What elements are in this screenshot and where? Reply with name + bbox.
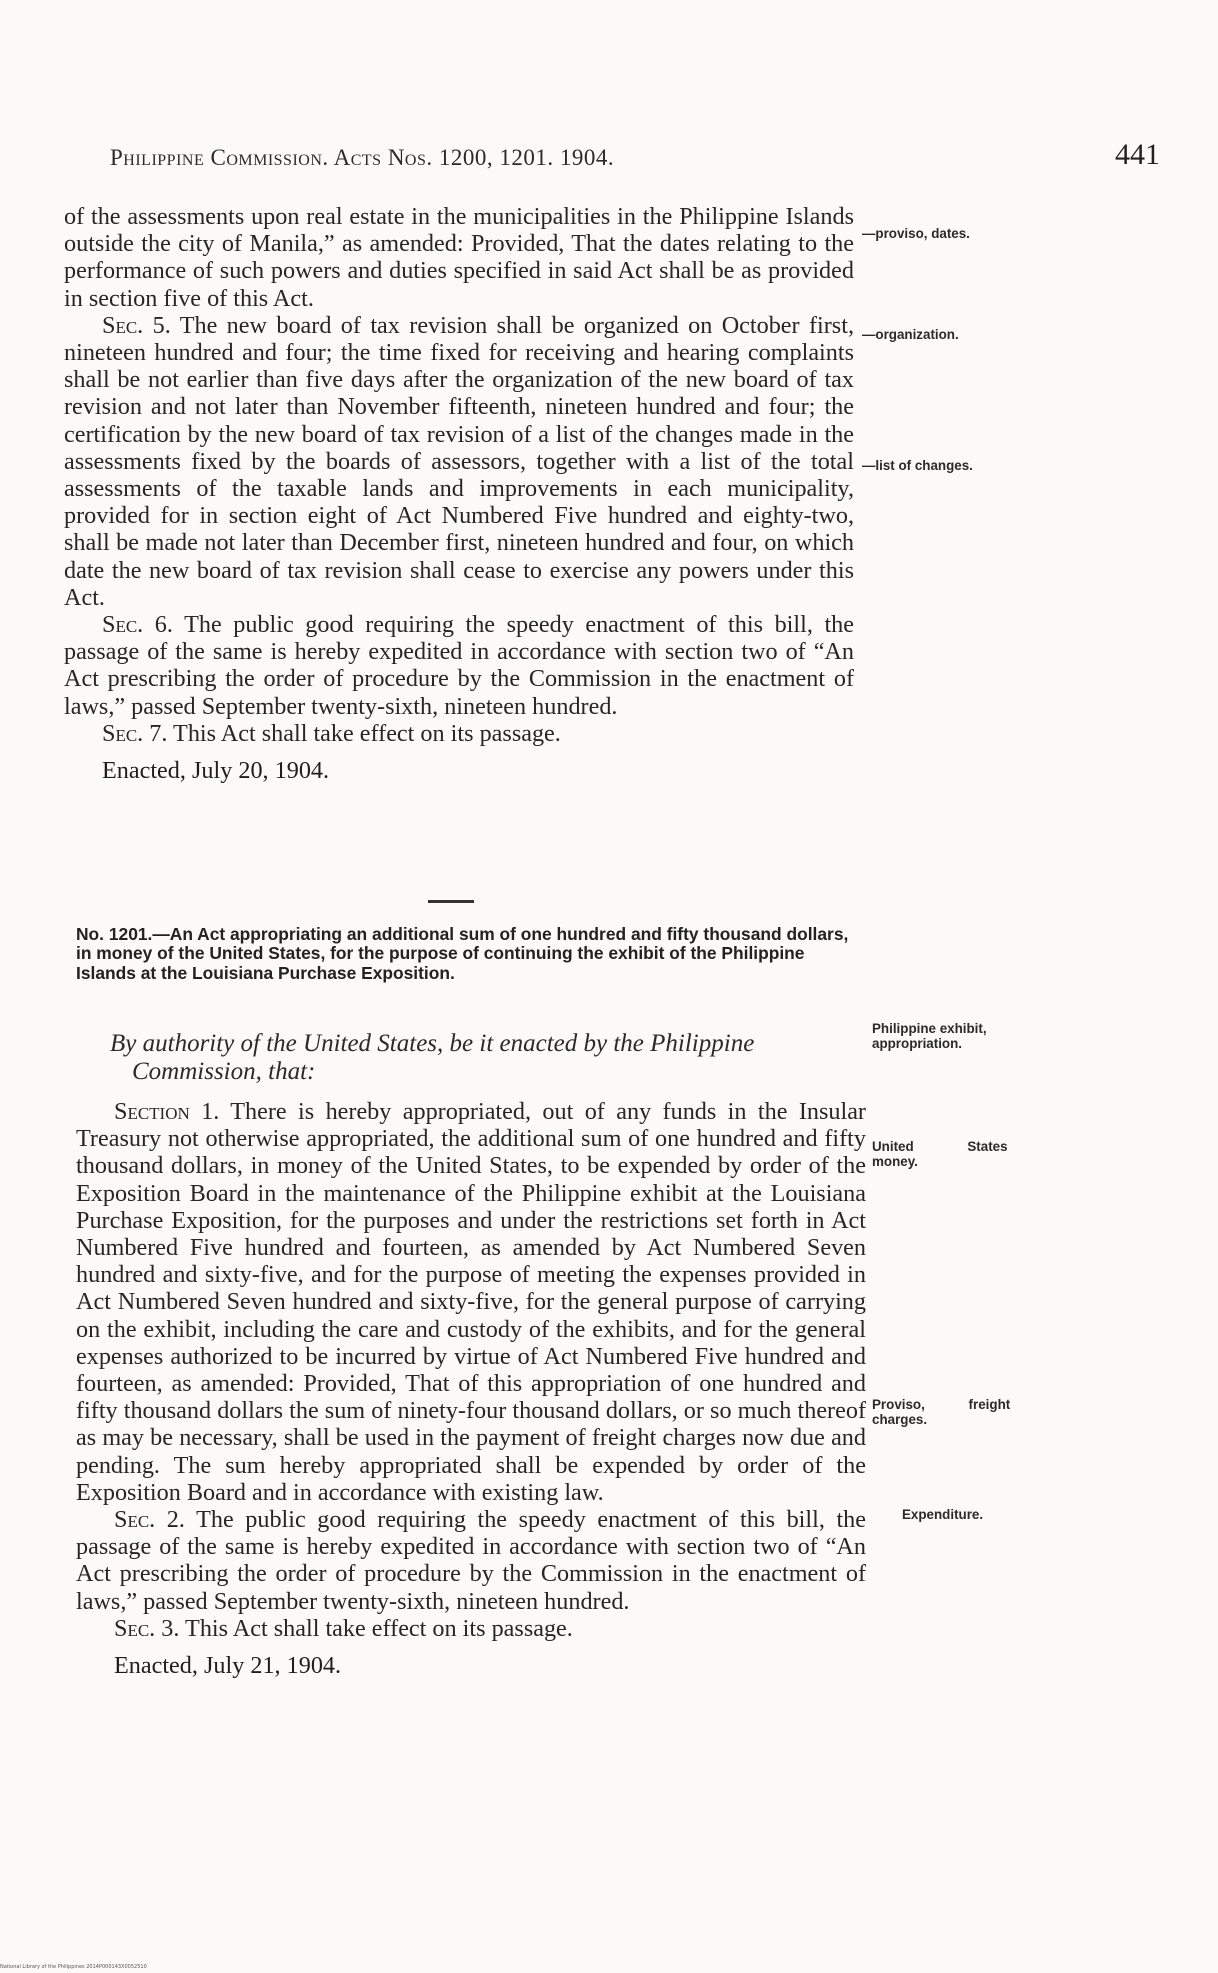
section-divider: [428, 900, 474, 903]
act-1200-section-7: [64, 720, 854, 747]
enacting-clause: [110, 1030, 870, 1086]
act-1200-continuation: of the assessments upon real estate in the municipalities in the Philippine Islands outside the city of Manila,” as amended: Provided, That the dates relating to the performance of such powers and duties specified in said Act shall be as provided in section five of this Act.: [64, 203, 854, 312]
section-label: Section 1.: [114, 1098, 220, 1125]
section-label: Sec. 2.: [114, 1506, 185, 1534]
margin-note-proviso-dates: —proviso, dates.: [862, 226, 970, 241]
margin-note-organization: —organization.: [862, 327, 959, 342]
section-text: There is hereby appropriated, out of any funds in the Insular Treasury not otherwise appropriated, the additional sum of one hundred and fifty thousand dollars, in money of the United States, to be expended by order of the Exposition Board in the maintenance of the Philippine exhibit at the Louisiana Purchase Exposition, for the purposes and under the restrictions set forth in Act Numbered Five hundred and fourteen, as amended by Act Numbered Seven hundred and sixty-five, and for the purpose of meeting the expenses provided in Act Numbered Seven hundred and sixty-five, for the general purpose of carrying on the exhibit, including the care and custody of the exhibits, and for the general expenses authorized to be incurred by virtue of Act Numbered Five hundred and fourteen, as amended: Provided, That of this appropriation of one hundred and fifty thousand dollars the sum of ninety-four thousand dollars, or so much thereof as may be necessary, shall be used in the payment of freight charges now due and pending. The sum hereby appropriated shall be expended by order of the Exposition Board and in accordance with existing law.: [76, 1098, 866, 1506]
section-label: Sec. 7.: [102, 719, 168, 747]
act-title-text: —An Act appropriating an additional sum of one hundred and fifty thousand dollars, in money of the United States, for the purpose of continuing the exhibit of the Philippine Islands at the Louisiana Purchase Exposition.: [76, 924, 849, 983]
margin-note-united-states-money: United States money.: [872, 1139, 1008, 1169]
enacting-line-1: By authority of the United States, be it enacted by the Philippine: [110, 1030, 755, 1057]
scan-footer: National Library of the Philippines 2014P000143X0052510: [0, 1964, 147, 1970]
section-label: Sec. 3.: [114, 1614, 180, 1642]
act-1200-body: [64, 203, 854, 785]
section-text: This Act shall take effect on its passage.: [185, 1614, 573, 1642]
page-number: 441: [1115, 138, 1160, 171]
section-text: The public good requiring the speedy enactment of this bill, the passage of the same is hereby expedited in accordance with section two of “An Act prescribing the order of procedure by the Commission in the enactment of laws,” passed September twenty-sixth, nineteen hundred.: [64, 611, 854, 720]
act-1200-enacted: Enacted, July 20, 1904.: [102, 757, 330, 785]
enacting-line-2: Commission, that:: [132, 1058, 316, 1085]
section-text: This Act shall take effect on its passage.: [173, 719, 561, 747]
act-number: No. 1201.: [76, 924, 153, 944]
margin-note-philippine-exhibit: Philippine exhibit, appropriation.: [872, 1021, 987, 1051]
act-1201-title: [76, 925, 862, 983]
act-1201-section-2: [76, 1506, 866, 1615]
margin-note-list-of-changes: —list of changes.: [862, 458, 973, 473]
margin-note-expenditure: Expenditure.: [902, 1507, 984, 1522]
act-1200-section-6: [64, 611, 854, 720]
act-1201-enacted: Enacted, July 21, 1904.: [114, 1652, 342, 1680]
section-label: Sec. 5.: [102, 311, 171, 339]
act-1201-body: [76, 1098, 866, 1680]
act-1201-section-3: [76, 1615, 866, 1642]
act-1201-section-1: [76, 1098, 866, 1506]
section-label: Sec. 6.: [102, 611, 173, 639]
running-head: Philippine Commission. Acts Nos. 1200, 1201. 1904.: [110, 145, 615, 170]
act-1200-section-5: [64, 312, 854, 611]
section-text: The public good requiring the speedy enactment of this bill, the passage of the same is hereby expedited in accordance with section two of “An Act prescribing the order of procedure by the Commission in the enactment of laws,” passed September twenty-sixth, nineteen hundred.: [76, 1506, 866, 1615]
margin-note-proviso-freight: Proviso, freight charges.: [872, 1397, 1011, 1427]
section-text: The new board of tax revision shall be organized on October first, nineteen hundred and four; the time fixed for receiving and hearing complaints shall be not earlier than five days after the organization of the new board of tax revision and not later than November fifteenth, nineteen hundred and four; the certification by the new board of tax revision of a list of the changes made in the assessments fixed by the boards of assessors, together with a list of the total assessments of the taxable lands and improvements in each municipality, provided for in section eight of Act Numbered Five hundred and eighty-two, shall be made not later than December first, nineteen hundred and four, on which date the new board of tax revision shall cease to exercise any powers under this Act.: [64, 311, 854, 611]
